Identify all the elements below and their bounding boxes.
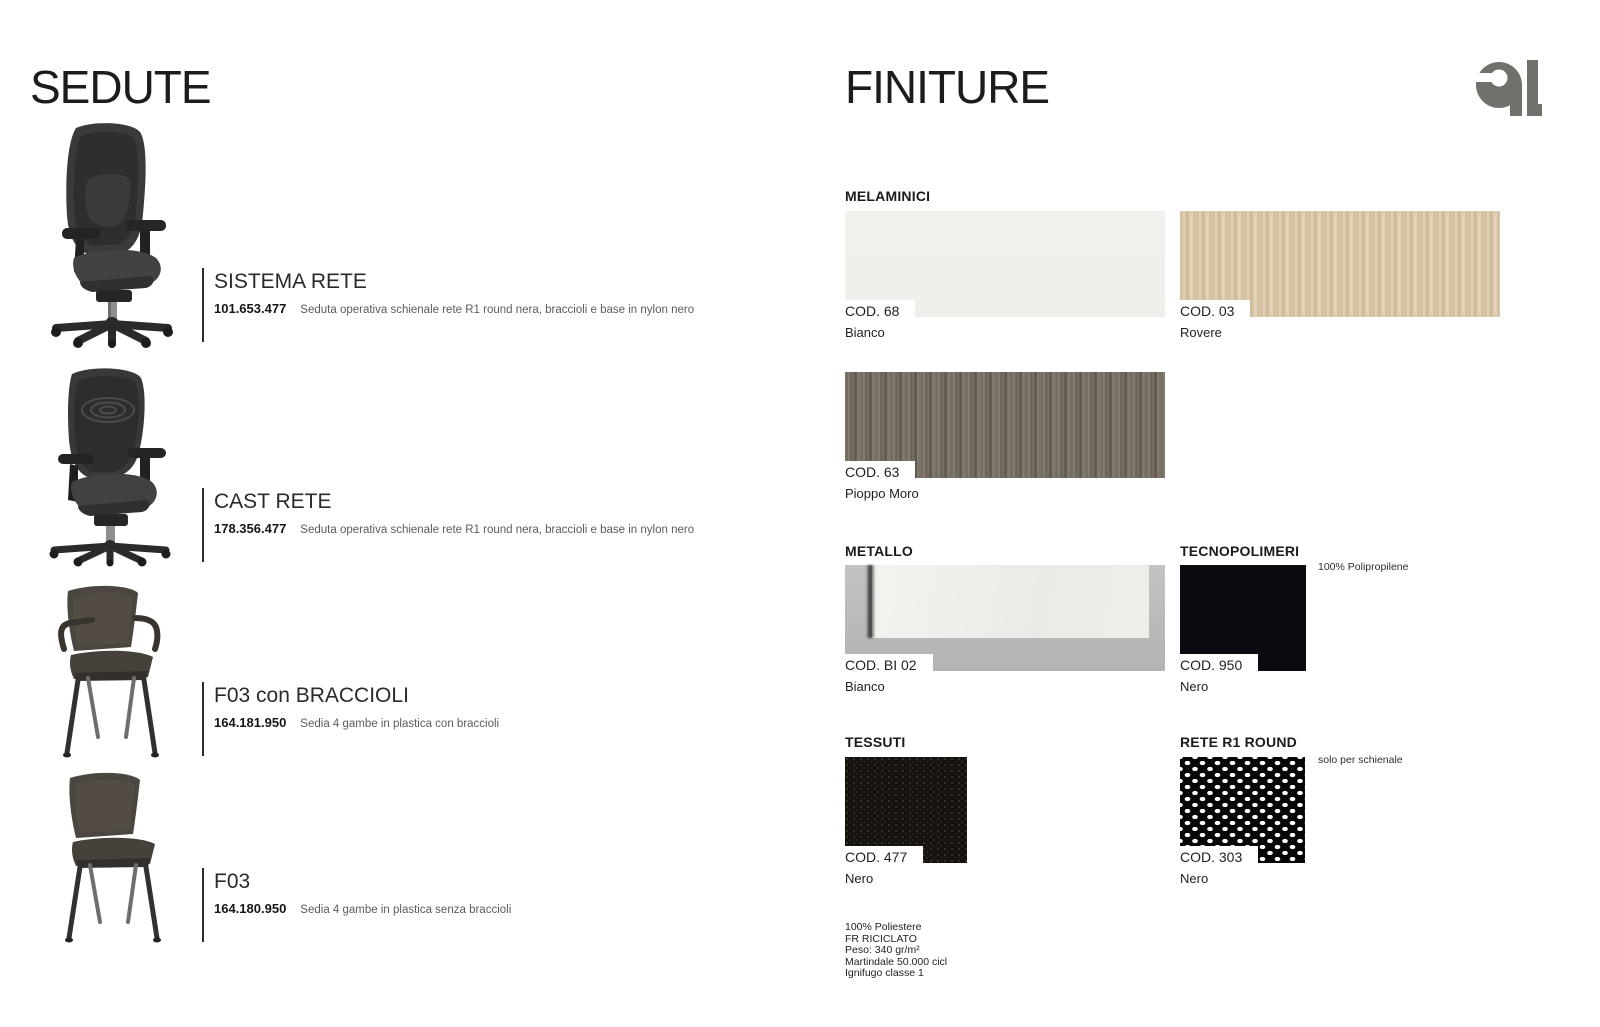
- product-detail-line: [214, 900, 694, 918]
- chair-image-f03: [44, 772, 184, 945]
- section-label-melaminici: MELAMINICI: [845, 188, 931, 204]
- rete-note: solo per schienale: [1318, 754, 1403, 766]
- product-code: 101.653.477: [214, 301, 287, 316]
- swatch-name: Nero: [1180, 871, 1209, 886]
- swatch-name: Bianco: [845, 325, 885, 340]
- product-name: SISTEMA RETE: [214, 270, 367, 293]
- finish-cell-tessuto-nero: [845, 757, 967, 886]
- swatch-metallo-bianco: [845, 565, 1165, 671]
- product-description: Sedia 4 gambe in plastica con braccioli: [300, 718, 500, 730]
- product-block-f03: [202, 868, 694, 942]
- swatch-code: COD. 477: [845, 846, 923, 865]
- chair-image-sistema-rete: [36, 120, 186, 348]
- swatch-code: COD. 63: [845, 461, 915, 480]
- section-label-rete-r1-round: RETE R1 ROUND: [1180, 734, 1297, 750]
- finish-cell-melaminico-pioppo-moro: [845, 372, 1165, 501]
- product-description: Seduta operativa schienale rete R1 round nera, braccioli e base in nylon nero: [300, 524, 695, 536]
- product-block-sistema-rete: [202, 268, 694, 342]
- swatch-name: Nero: [1180, 679, 1209, 694]
- fabric-spec-line: Ignifugo classe 1: [845, 967, 924, 979]
- product-name: F03: [214, 870, 251, 893]
- section-label-tessuti: TESSUTI: [845, 734, 906, 750]
- product-detail-line: [214, 520, 694, 538]
- metal-panel-sample: [872, 565, 1149, 638]
- finish-cell-melaminico-rovere: [1180, 211, 1500, 340]
- finish-cell-melaminico-bianco: [845, 211, 1165, 340]
- chair-image-cast-rete: [36, 362, 186, 567]
- product-detail-line: [214, 300, 694, 318]
- page-title-finiture: FINITURE: [845, 61, 1050, 113]
- product-code: 164.180.950: [214, 901, 287, 916]
- swatch-tecnopolimero-nero: [1180, 565, 1306, 671]
- product-code: 178.356.477: [214, 521, 287, 536]
- fabric-spec-line: FR RICICLATO: [845, 932, 917, 945]
- product-name: CAST RETE: [214, 490, 332, 513]
- product-name: F03 con BRACCIOLI: [214, 684, 409, 707]
- brand-logo: [1476, 60, 1542, 116]
- fabric-spec-line: Martindale 50.000 cicl: [845, 955, 948, 968]
- finish-cell-tecnopolimero-nero: [1180, 565, 1306, 694]
- swatch-name: Pioppo Moro: [845, 486, 919, 501]
- fabric-specs: [845, 922, 947, 980]
- swatch-melaminico-pioppo-moro: [845, 372, 1165, 478]
- swatch-name: Nero: [845, 871, 874, 886]
- fabric-spec-line: 100% Poliestere: [845, 921, 922, 933]
- finish-cell-rete-nero: [1180, 757, 1305, 886]
- finish-cell-metallo-bianco: [845, 565, 1165, 694]
- swatch-tessuto-nero: [845, 757, 967, 863]
- swatch-code: COD. 68: [845, 300, 915, 319]
- swatch-melaminico-bianco: [845, 211, 1165, 317]
- product-detail-line: [214, 714, 694, 732]
- tecnopolimeri-note: 100% Polipropilene: [1318, 561, 1409, 573]
- swatch-code: COD. 303: [1180, 846, 1258, 865]
- swatch-rete-nero: [1180, 757, 1305, 863]
- section-label-tecnopolimeri: TECNOPOLIMERI: [1180, 543, 1300, 559]
- swatch-melaminico-rovere: [1180, 211, 1500, 317]
- swatch-code: COD. BI 02: [845, 654, 933, 673]
- product-description: Sedia 4 gambe in plastica senza braccioli: [300, 904, 512, 916]
- product-block-cast-rete: [202, 488, 694, 562]
- section-label-metallo: METALLO: [845, 543, 914, 559]
- swatch-code: COD. 950: [1180, 654, 1258, 673]
- product-block-f03-braccioli: [202, 682, 694, 756]
- chair-image-f03-braccioli: [38, 585, 183, 760]
- swatch-name: Bianco: [845, 679, 885, 694]
- swatch-code: COD. 03: [1180, 300, 1250, 319]
- product-description: Seduta operativa schienale rete R1 round nera, braccioli e base in nylon nero: [300, 304, 695, 316]
- product-code: 164.181.950: [214, 715, 287, 730]
- swatch-name: Rovere: [1180, 325, 1222, 340]
- metal-panel-shadow: [866, 565, 875, 638]
- fabric-spec-line: Peso: 340 gr/m²: [845, 944, 920, 956]
- page-title-sedute: SEDUTE: [30, 61, 211, 113]
